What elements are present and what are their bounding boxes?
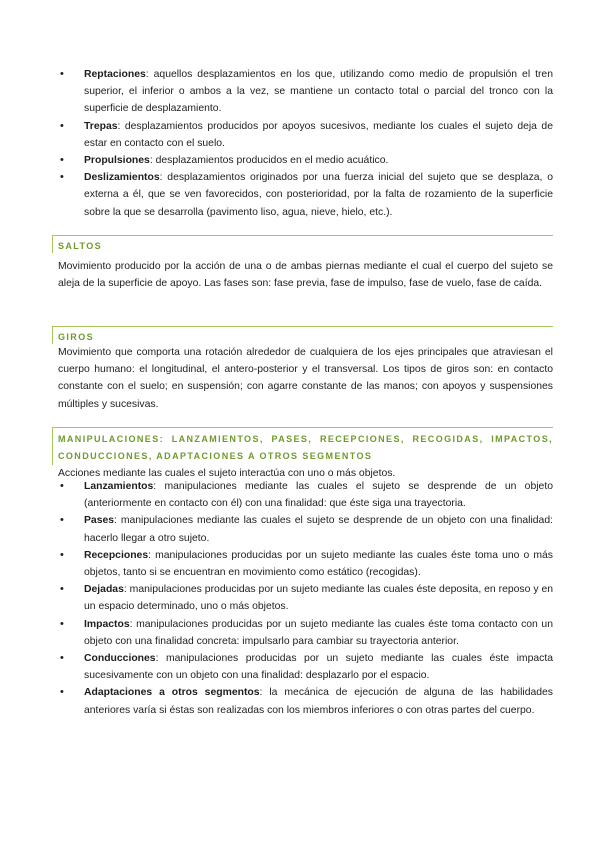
list-item (58, 169, 553, 221)
list-item (58, 547, 553, 581)
item-term: Propulsiones (84, 155, 150, 167)
section-body: Movimiento que comporta una rotación alrededor de cualquiera de los ejes principales que atraviesan el cuerpo humano: el longitudinal, el antero-posterior y el transversal. Los tipos de giros son: en contacto constante con el suelo; en suspensión; con agarre constante de las manos; con apoyos y suspensiones múltiples y sucesivas. (58, 347, 553, 410)
list-item (58, 118, 553, 152)
bullet-icon: • (60, 480, 64, 492)
item-term: Recepciones (84, 549, 149, 561)
item-text: : desplazamientos producidos por apoyos sucesivos, mediante los cuales el sujeto deja de estar en contacto con el suelo. (84, 120, 553, 149)
locomotion-list (58, 66, 553, 221)
bullet-icon: • (60, 652, 64, 665)
section-heading: SALTOS (52, 235, 553, 253)
section-giros (52, 326, 553, 413)
bullet-icon: • (60, 548, 64, 561)
item-term: Deslizamientos (84, 172, 160, 184)
list-item (58, 650, 553, 684)
item-text: : manipulaciones mediante las cuales el sujeto se desprende de un objeto (anteriormente en contacto con él) con una finalidad: que éste siga una trayectoria. (84, 481, 553, 510)
list-item (58, 66, 553, 118)
section-body: Movimiento producido por la acción de una o de ambas piernas mediante el cual el cuerpo del sujeto se aleja de la superficie de apoyo. Las fases son: fase previa, fase de impulso, fase de vuelo, fase de caída. (58, 261, 553, 290)
item-text: : manipulaciones producidas por un sujeto mediante las cuales éste impacta sucesivamente con un objeto con una finalidad: desplazarlo por el espacio. (84, 653, 553, 682)
item-text: : desplazamientos producidos en el medio acuático. (149, 155, 389, 167)
bullet-icon: • (60, 171, 64, 184)
bullet-icon: • (60, 119, 64, 132)
item-term: Pases (84, 515, 115, 527)
section-intro: Acciones mediante las cuales el sujeto interactúa con uno o más objetos. (58, 468, 396, 479)
list-item (58, 512, 553, 546)
bullet-icon: • (60, 583, 64, 596)
bullet-icon: • (60, 68, 64, 80)
list-item (58, 616, 553, 650)
section-manipulaciones (52, 427, 553, 482)
section-heading: GIROS (52, 326, 553, 344)
manipulation-list (58, 478, 553, 719)
item-term: Conducciones (84, 653, 156, 665)
item-term: Reptaciones (84, 69, 146, 80)
bullet-icon: • (60, 154, 64, 167)
bullet-icon: • (60, 686, 64, 699)
item-term: Lanzamientos (84, 481, 154, 492)
section-saltos (52, 235, 553, 292)
item-text: : manipulaciones producidas por un sujeto mediante las cuales éste toma uno o más objetos, tanto si se encuentran en movimiento como estático (recogidas). (84, 549, 553, 579)
item-text: : manipulaciones producidas por un sujeto mediante las cuales éste toma contacto con un objeto con una finalidad concreta: impulsarlo para cambiar su trayectoria anterior. (84, 618, 553, 647)
item-term: Trepas (84, 120, 118, 132)
item-text: : desplazamientos originados por una fuerza inicial del sujeto que se desplaza, o externa a él, que se ven favorecidos, con posterioridad, por la falta de rozamiento de la superficie sobre la que se desarrolla (pavimento liso, agua, nieve, hielo, etc.). (84, 172, 553, 218)
bullet-icon: • (60, 514, 64, 527)
list-item (58, 152, 553, 169)
item-text: : manipulaciones producidas por un sujeto mediante las cuales éste deposita, en reposo y en un espacio determinado, uno o más objetos. (84, 584, 553, 613)
item-text: : manipulaciones mediante las cuales el sujeto se desprende de un objeto con una finalidad: hacerlo llegar a otro sujeto. (84, 515, 553, 544)
item-text: : la mecánica de ejecución de alguna de las habilidades anteriores varía si éstas son realizadas con los miembros inferiores o con otras partes del cuerpo. (84, 687, 554, 716)
bullet-icon: • (60, 617, 64, 630)
list-item (58, 581, 553, 615)
list-item (58, 684, 553, 718)
item-term: Adaptaciones a otros segmentos (84, 687, 260, 699)
list-item (58, 478, 553, 512)
item-term: Impactos (84, 618, 130, 630)
section-heading: MANIPULACIONES: LANZAMIENTOS, PASES, RECEPCIONES, RECOGIDAS, IMPACTOS, CONDUCCIONES, ADAPTACIONES A OTROS SEGMENTOS (52, 427, 553, 465)
item-text: : aquellos desplazamientos en los que, utilizando como medio de propulsión el tren superior, el inferior o ambos a la vez, se mantiene un contacto total o parcial del tronco con la superficie de desplazamiento. (84, 69, 553, 115)
item-term: Dejadas (84, 584, 124, 596)
